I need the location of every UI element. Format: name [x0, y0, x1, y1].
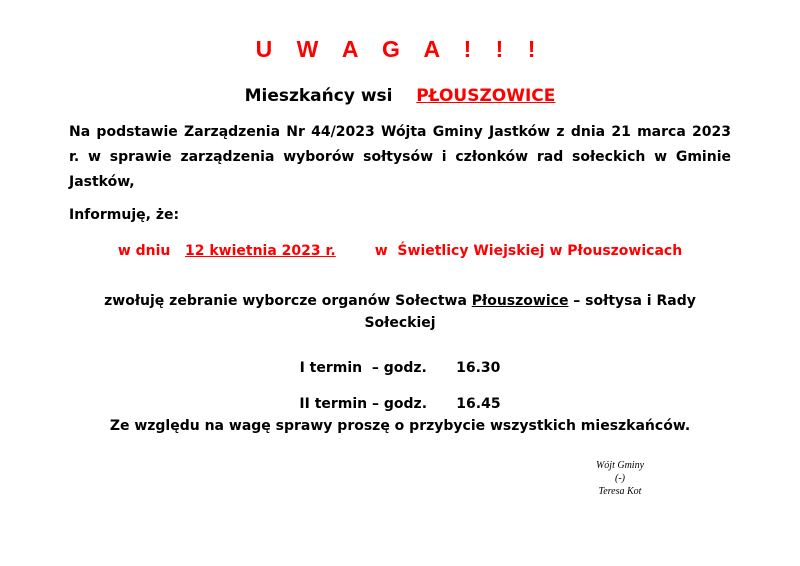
- announcement-text-after: – sołtysa i Rady Sołeckiej: [364, 293, 696, 331]
- announcement-text-before: zwołuję zebranie wyborcze organów Sołectwa: [104, 293, 472, 309]
- signature-role: Wójt Gminy: [595, 460, 645, 471]
- signature-name: Teresa Kot: [598, 486, 642, 497]
- signature-mark: (-): [615, 473, 625, 484]
- first-term-time: 16.30: [456, 360, 501, 376]
- announcement-paragraph: [70, 290, 730, 334]
- signature-block: [560, 459, 680, 498]
- intro-paragraph: Na podstawie Zarządzenia Nr 44/2023 Wójta Gminy Jastków z dnia 21 marca 2023 r. w sprawie zarządzenia wyborów sołtysów i członków rad sołeckich w Gminie Jastków,: [69, 124, 731, 190]
- meeting-date: 12 kwietnia 2023 r.: [185, 243, 336, 259]
- meeting-place: w Świetlicy Wiejskiej w Płouszowicach: [374, 243, 683, 259]
- second-term-label: II termin – godz.: [299, 396, 428, 412]
- second-term: [0, 396, 800, 412]
- announcement-village: Płouszowice: [471, 293, 569, 309]
- first-term: [0, 360, 800, 376]
- notice-subtitle: [0, 86, 800, 106]
- village-name: PŁOUSZOWICE: [416, 86, 556, 106]
- first-term-label: I termin – godz.: [299, 360, 427, 376]
- inform-heading: Informuję, że:: [69, 207, 180, 223]
- meeting-day-prefix: w dniu: [117, 243, 171, 259]
- second-term-time: 16.45: [456, 396, 501, 412]
- subtitle-prefix: Mieszkańcy wsi: [244, 86, 393, 106]
- attendance-request: Ze względu na wagę sprawy proszę o przybycie wszystkich mieszkańców.: [109, 418, 691, 434]
- notice-title: U W A G A ! ! !: [255, 36, 545, 62]
- meeting-details: [0, 243, 800, 259]
